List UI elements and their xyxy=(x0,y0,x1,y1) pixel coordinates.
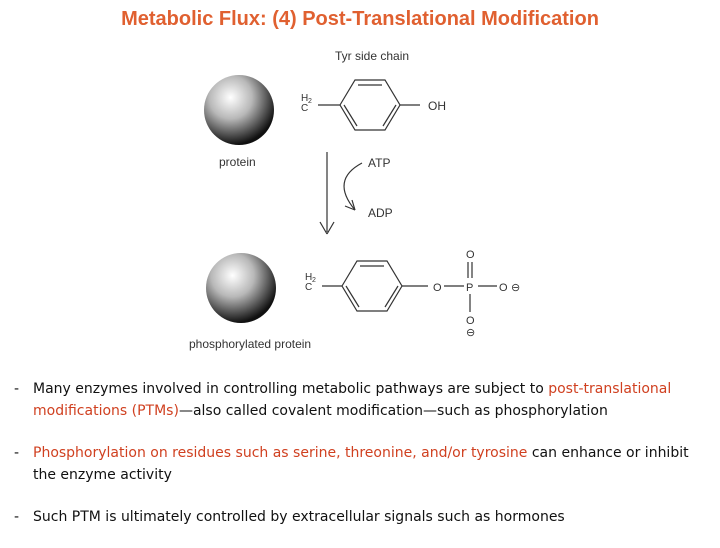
bullet-item-1 xyxy=(14,378,704,422)
ch2-bottom-sub: 2 xyxy=(312,277,316,284)
ch2-bottom-c: C xyxy=(305,282,313,293)
phosphorylated-protein-label: phosphorylated protein xyxy=(189,337,312,351)
bullet-dash: - xyxy=(14,381,20,397)
charge-bottom-icon: ⊖ xyxy=(466,327,476,339)
benzene-ring-bottom xyxy=(322,261,428,311)
benzene-ring-top xyxy=(318,80,420,130)
phosphate-top-oxygen: O xyxy=(466,249,475,261)
ester-oxygen-label: O xyxy=(433,282,442,294)
protein-label: protein xyxy=(219,155,256,169)
bullet-text-3: Such PTM is ultimately controlled by extracellular signals such as hormones xyxy=(33,509,565,525)
bullet-item-2 xyxy=(14,442,704,486)
ch2-top-sub: 2 xyxy=(308,98,312,105)
bullet-2-text: can enhance or inhibit the enzyme activity xyxy=(33,445,689,483)
bullet-1-text-a: Many enzymes involved in controlling metabolic pathways are subject to xyxy=(33,381,549,397)
bullet-item-3 xyxy=(14,506,704,528)
ch2-bottom-h: H xyxy=(305,272,313,283)
bullet-text-1 xyxy=(33,378,704,422)
adp-label: ADP xyxy=(368,206,393,220)
ch2-top-h: H xyxy=(301,93,309,104)
tyr-side-chain-label: Tyr side chain xyxy=(335,49,410,63)
bullet-text-2 xyxy=(33,442,704,486)
phosphate-bottom-oxygen: O xyxy=(466,315,475,327)
phosphorylated-protein-sphere xyxy=(206,253,276,323)
bullet-list xyxy=(14,378,704,548)
ch2-top-c: C xyxy=(301,103,309,114)
bullet-dash: - xyxy=(14,445,20,461)
bullet-1-highlight: post-translational modifications (PTMs) xyxy=(33,381,672,419)
reaction-arrow xyxy=(320,152,362,234)
phosphorus-label: P xyxy=(466,282,474,294)
slide-title: Metabolic Flux: (4) Post-Translational Modification xyxy=(121,8,599,30)
bullet-1-text-b: —also called covalent modification—such as phosphorylation xyxy=(178,403,608,419)
oh-label: OH xyxy=(428,99,446,113)
phosphate-right-oxygen: O xyxy=(499,282,508,294)
bullet-dash: - xyxy=(14,509,20,525)
atp-label: ATP xyxy=(368,156,391,170)
bullet-2-highlight: Phosphorylation on residues such as serine, threonine, and/or tyrosine xyxy=(33,445,528,461)
charge-right-icon: ⊖ xyxy=(511,282,521,294)
protein-sphere xyxy=(204,75,274,145)
